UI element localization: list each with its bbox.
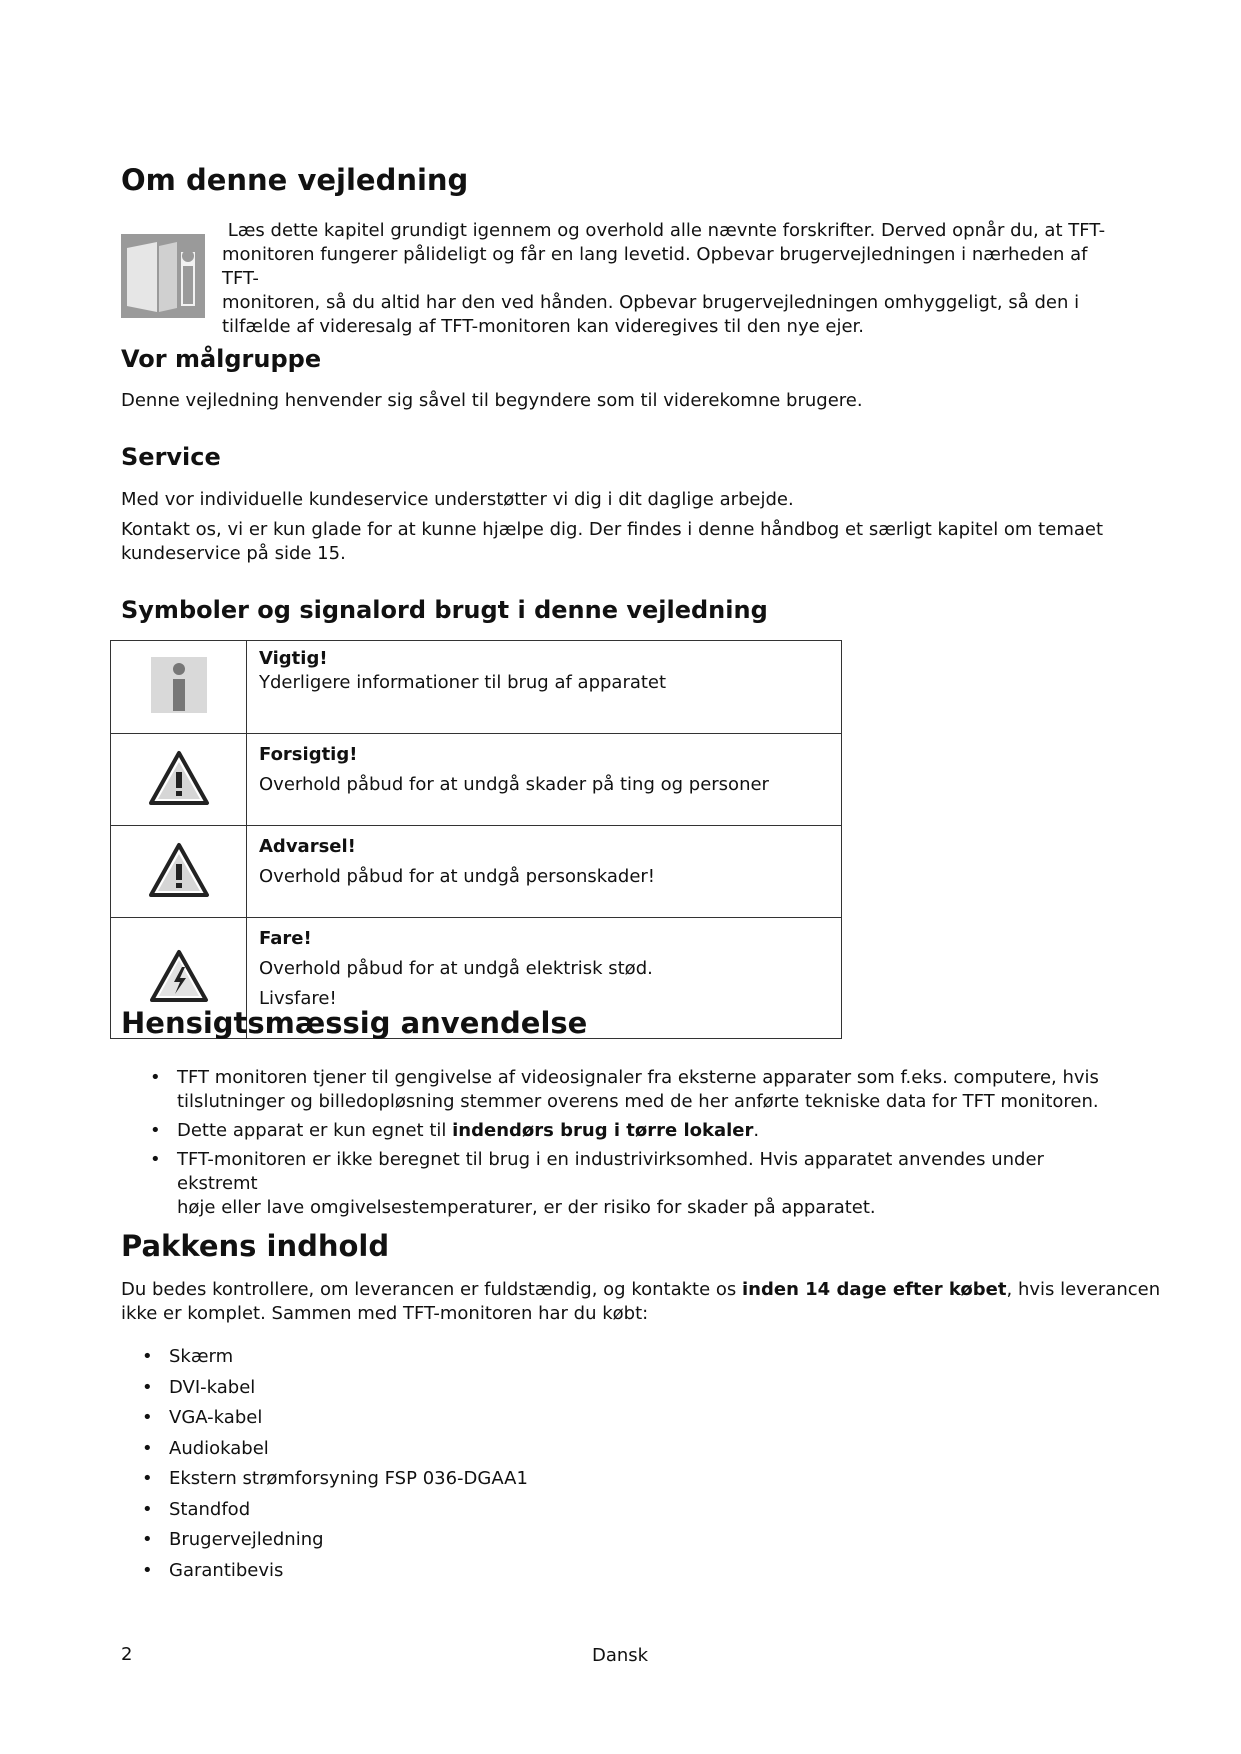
bullet-icon: • <box>142 1529 153 1550</box>
symbols-row <box>111 734 842 826</box>
info-book-icon <box>121 234 205 318</box>
target-group-text: Denne vejledning henvender sig såvel til begyndere som til viderekomne brugere. <box>121 390 863 411</box>
about-intro-line: monitoren fungerer pålideligt og får en lang levetid. Opbevar brugervejledningen i nærheden af TFT- <box>222 244 1088 289</box>
bullet-icon: • <box>142 1498 153 1520</box>
list-item-text: Ekstern strømforsyning FSP 036-DGAA1 <box>169 1468 528 1489</box>
heading-intended-use: Hensigtsmæssig anvendelse <box>121 1006 588 1040</box>
package-intro-text: , hvis leverancen <box>1006 1279 1161 1300</box>
intended-use-list <box>150 1066 1117 1225</box>
bullet-icon: • <box>142 1407 153 1428</box>
heading-service: Service <box>121 443 221 471</box>
bullet-icon: • <box>150 1149 161 1170</box>
list-item <box>142 1495 528 1526</box>
list-item <box>150 1066 1117 1114</box>
info-icon <box>149 655 209 715</box>
list-item-text: Skærm <box>169 1346 234 1367</box>
heading-package-contents: Pakkens indhold <box>121 1229 390 1263</box>
package-intro <box>121 1278 1160 1302</box>
service-line-1: Med vor individuelle kundeservice understøtter vi dig i dit daglige arbejde. <box>121 489 794 510</box>
list-item <box>150 1119 1117 1143</box>
service-line-2: Kontakt os, vi er kun glade for at kunne hjælpe dig. Der findes i denne håndbog et særligt kapitel om temaet <box>121 519 1104 540</box>
heading-about: Om denne vejledning <box>121 163 469 197</box>
symbols-row <box>111 641 842 734</box>
bullet-icon: • <box>142 1376 153 1398</box>
list-item-text: DVI-kabel <box>169 1376 256 1398</box>
list-item-text: Audiokabel <box>169 1437 269 1459</box>
bullet-icon: • <box>150 1120 161 1141</box>
list-item-text: TFT-monitoren er ikke beregnet til brug i en industrivirksomhed. Hvis apparatet anvendes under ekstremt <box>177 1149 1044 1194</box>
bullet-icon: • <box>142 1559 153 1581</box>
about-intro-line: Læs dette kapitel grundigt igennem og overhold alle nævnte forskrifter. Derved opnår du, at TFT- <box>222 220 1106 241</box>
bullet-icon: • <box>142 1346 153 1367</box>
list-item-text: Garantibevis <box>169 1559 284 1581</box>
bullet-icon: • <box>142 1437 153 1459</box>
list-item <box>142 1403 528 1434</box>
list-item <box>142 1525 528 1556</box>
package-intro-text: Du bedes kontrollere, om leverancen er fuldstændig, og kontakte os <box>121 1279 742 1300</box>
symbol-description: Livsfare! <box>259 988 337 1009</box>
about-intro-line: monitoren, så du altid har den ved hånden. Opbevar brugervejledningen omhyggeligt, så den i <box>222 292 1080 313</box>
list-item-text: Standfod <box>169 1498 251 1520</box>
service-line-3: kundeservice på side 15. <box>121 543 346 564</box>
caution-triangle-icon <box>148 750 210 806</box>
bullet-icon: • <box>142 1468 153 1489</box>
footer-language: Dansk <box>592 1645 649 1666</box>
list-item <box>142 1464 528 1495</box>
heading-target-group: Vor målgruppe <box>121 345 322 373</box>
package-intro-line-2: ikke er komplet. Sammen med TFT-monitoren har du købt: <box>121 1303 649 1324</box>
list-item-text: VGA-kabel <box>169 1407 263 1428</box>
electric-hazard-icon <box>149 949 209 1003</box>
symbols-table <box>110 640 842 1039</box>
list-item-text: TFT monitoren tjener til gengivelse af videosignaler fra eksterne apparater som f.eks. computere, hvis <box>177 1067 1099 1088</box>
symbol-description: Yderligere informationer til brug af apparatet <box>259 672 667 693</box>
list-item <box>142 1556 528 1587</box>
list-item-text: Dette apparat er kun egnet til <box>177 1120 453 1141</box>
list-item <box>142 1434 528 1465</box>
symbol-title: Fare! <box>259 928 312 949</box>
symbols-row <box>111 826 842 918</box>
list-item-text: . <box>753 1120 760 1141</box>
list-item <box>142 1373 528 1404</box>
about-intro-line: tilfælde af videresalg af TFT-monitoren kan videregives til den nye ejer. <box>222 316 865 337</box>
list-item-text: Brugervejledning <box>169 1529 324 1550</box>
heading-symbols: Symboler og signalord brugt i denne vejledning <box>121 596 768 624</box>
symbol-description: Overhold påbud for at undgå skader på ting og personer <box>259 774 769 795</box>
symbol-title: Forsigtig! <box>259 744 358 765</box>
bullet-icon: • <box>150 1067 161 1088</box>
about-intro <box>222 219 1122 339</box>
list-item-text: høje eller lave omgivelsestemperaturer, er der risiko for skader på apparatet. <box>177 1197 876 1218</box>
list-item <box>142 1342 528 1373</box>
list-item-text: tilslutninger og billedopløsning stemmer overens med de her anførte tekniske data for TFT monitoren. <box>177 1091 1099 1112</box>
symbol-description: Overhold påbud for at undgå personskader! <box>259 866 656 887</box>
symbol-title: Vigtig! <box>259 648 328 669</box>
list-item-emphasis: indendørs brug i tørre lokaler <box>452 1120 754 1141</box>
symbol-title: Advarsel! <box>259 836 356 857</box>
package-intro-emphasis: inden 14 dage efter købet <box>742 1279 1007 1300</box>
warning-triangle-icon <box>148 842 210 898</box>
page-number: 2 <box>121 1644 133 1665</box>
symbol-description: Overhold påbud for at undgå elektrisk stød. <box>259 958 653 979</box>
package-contents-list <box>142 1342 528 1586</box>
list-item <box>150 1148 1117 1220</box>
